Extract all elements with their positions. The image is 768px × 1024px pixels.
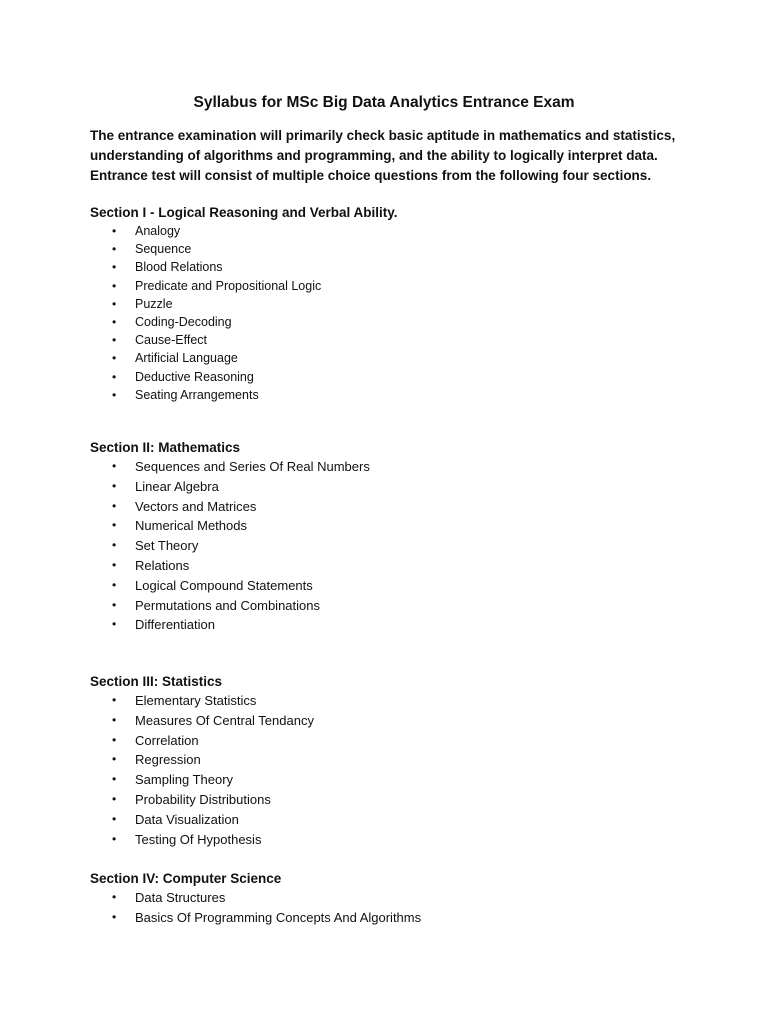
list-item-label: Testing Of Hypothesis [135,831,262,847]
bullet-icon: • [112,333,117,348]
list-item [90,258,710,276]
list-item-label: Logical Compound Statements [135,577,313,593]
list-item [90,830,710,850]
bullet-icon: • [112,224,117,238]
list-item-label: Linear Algebra [135,478,219,494]
list-item-label: Cause-Effect [135,333,208,348]
list-item-label: Measures Of Central Tendancy [135,712,314,728]
list-item-label: Data Structures [135,890,226,905]
list-item-label: Sampling Theory [135,772,234,788]
intro-line: understanding of algorithms and programming, and the ability to logically interpret data. [90,148,658,163]
bullet-icon: • [112,296,117,311]
section-mathematics [90,438,710,635]
bullet-icon: • [112,538,117,553]
intro-line: The entrance examination will primarily check basic aptitude in mathematics and statistics, [90,128,676,143]
bullet-icon: • [112,369,117,384]
list-item [90,770,710,790]
intro-paragraph [90,126,690,186]
bullet-icon: • [112,890,117,904]
bullet-icon: • [112,557,117,572]
list-item-label: Vectors and Matrices [135,498,257,514]
bullet-icon: • [112,732,117,747]
bullet-icon: • [112,597,117,612]
bullet-icon: • [112,617,117,632]
list-item [90,711,710,731]
list-item-label: Puzzle [135,296,173,311]
list-item-label: Probability Distributions [135,791,271,807]
bullet-icon: • [112,518,117,533]
list-item-label: Regression [135,752,201,768]
list-item [90,596,710,616]
list-item [90,349,710,367]
section-heading: Section II: Mathematics [90,440,241,455]
list-item [90,386,710,404]
bullet-icon: • [112,260,117,275]
list-item-label: Correlation [135,732,199,748]
list-item-label: Artificial Language [135,351,238,366]
list-item [90,908,710,928]
section-heading: Section III: Statistics [90,674,223,689]
list-item-label: Basics Of Programming Concepts And Algorithms [135,909,422,925]
list-item [90,790,710,810]
list-item [90,313,710,331]
list-item [90,810,710,830]
bullet-icon: • [112,459,117,473]
list-item-label: Set Theory [135,538,199,554]
list-item [90,331,710,349]
section-statistics [90,672,710,849]
list-item [90,477,710,497]
section-logical-reasoning [90,203,710,404]
list-item [90,691,710,711]
section-computer-science [90,869,710,928]
bullet-icon: • [112,577,117,592]
list-item-label: Seating Arrangements [135,387,259,402]
list-item [90,295,710,313]
list-item-label: Blood Relations [135,260,223,275]
bullet-icon: • [112,712,117,727]
list-item [90,240,710,258]
list-item-label: Differentiation [135,617,215,633]
list-item-label: Predicate and Propositional Logic [135,278,322,293]
bullet-icon: • [112,278,117,293]
list-item-label: Sequence [135,242,192,257]
list-item [90,576,710,596]
list-item [90,750,710,770]
list-item [90,222,710,240]
list-item [90,556,710,576]
list-item [90,497,710,517]
list-item-label: Numerical Methods [135,518,247,534]
topic-list [90,457,710,635]
page-title: Syllabus for MSc Big Data Analytics Entrance Exam [193,94,575,111]
list-item-label: Relations [135,557,190,573]
list-item [90,536,710,556]
bullet-icon: • [112,478,117,493]
intro-line: Entrance test will consist of multiple choice questions from the following four sections. [90,168,652,183]
list-item-label: Sequences and Series Of Real Numbers [135,459,370,474]
bullet-icon: • [112,351,117,366]
list-item [90,888,710,908]
topic-list [90,691,710,849]
bullet-icon: • [112,498,117,513]
list-item [90,615,710,635]
bullet-icon: • [112,831,117,846]
list-item [90,457,710,477]
section-heading: Section I - Logical Reasoning and Verbal Ability. [90,205,398,220]
list-item-label: Deductive Reasoning [135,369,254,384]
topic-list [90,888,710,928]
list-item-label: Coding-Decoding [135,315,232,330]
bullet-icon: • [112,387,117,402]
topic-list [90,222,710,404]
bullet-icon: • [112,811,117,826]
bullet-icon: • [112,242,117,257]
list-item-label: Analogy [135,224,181,238]
bullet-icon: • [112,791,117,806]
section-heading: Section IV: Computer Science [90,871,282,886]
bullet-icon: • [112,909,117,924]
list-item-label: Data Visualization [135,811,239,827]
bullet-icon: • [112,772,117,787]
bullet-icon: • [112,752,117,767]
bullet-icon: • [112,315,117,330]
list-item [90,368,710,386]
list-item [90,277,710,295]
list-item [90,731,710,751]
list-item-label: Elementary Statistics [135,693,257,708]
bullet-icon: • [112,693,117,707]
list-item [90,516,710,536]
list-item-label: Permutations and Combinations [135,597,320,613]
